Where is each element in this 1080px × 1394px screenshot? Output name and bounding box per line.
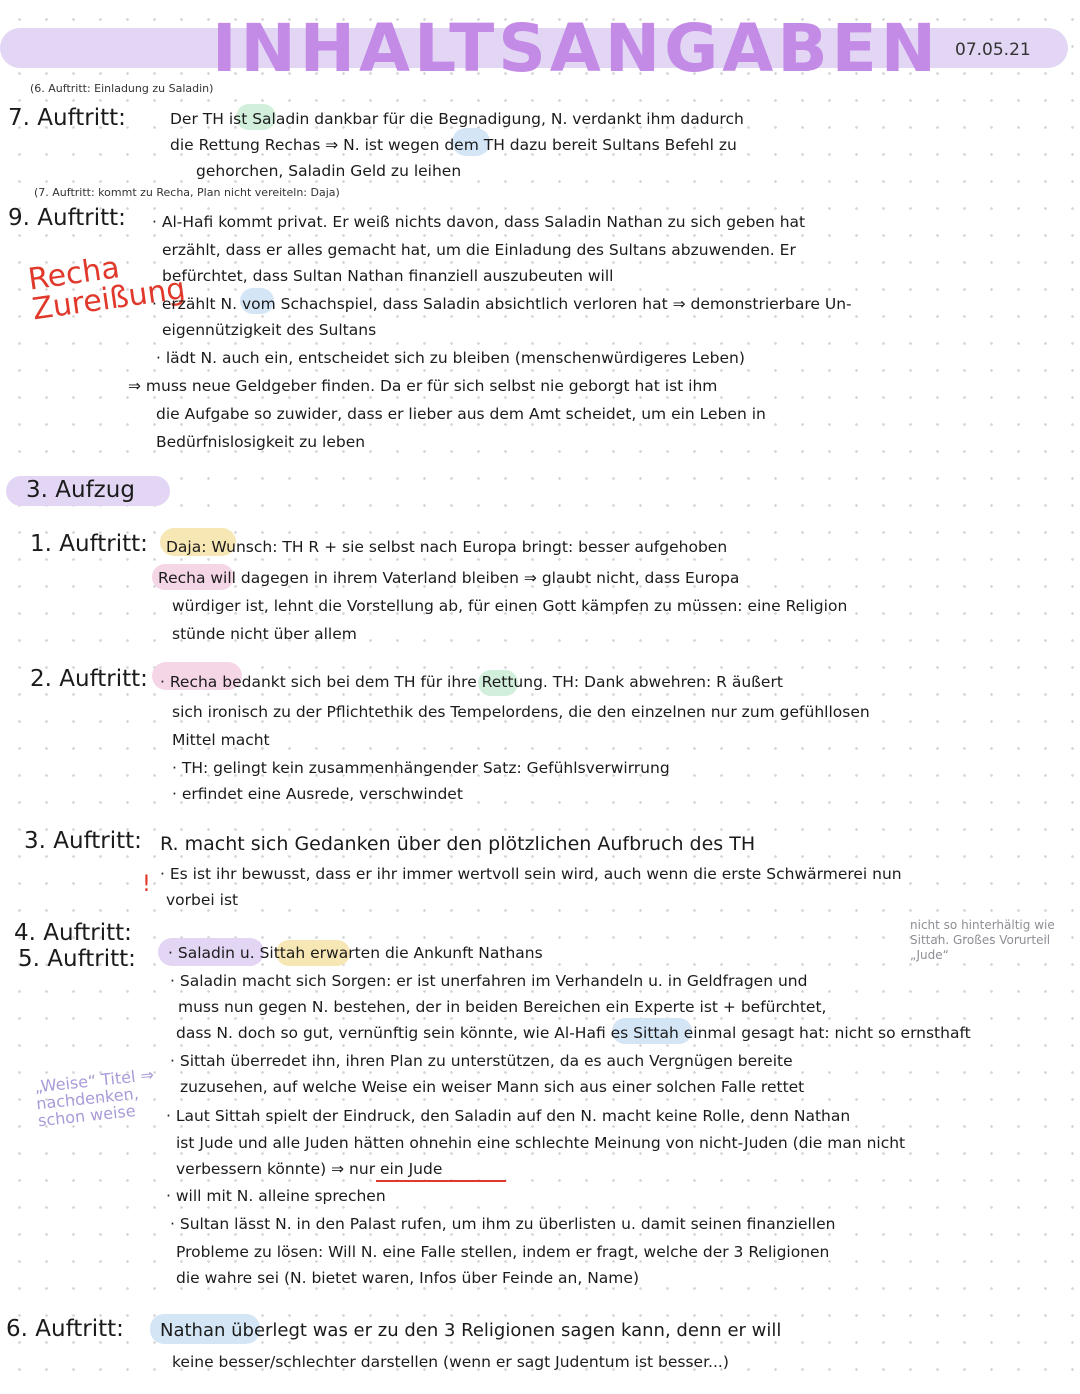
auftritt-2-line: · TH: gelingt kein zusammenhängender Satz: Gefühlsverwirrung xyxy=(172,759,670,777)
auftritt-9-line: ⇒ muss neue Geldgeber finden. Da er für sich selbst nie geborgt hat ist ihm xyxy=(128,377,718,395)
auftritt-9-line: · lädt N. auch ein, entscheidet sich zu bleiben (menschenwürdigeres Leben) xyxy=(156,349,745,367)
auftritt-7-line: die Rettung Rechas ⇒ N. ist wegen dem TH dazu bereit Sultans Befehl zu xyxy=(170,136,737,154)
note-auftritt-6: (6. Auftritt: Einladung zu Saladin) xyxy=(30,82,214,95)
auftritt-2-line: · erfindet eine Ausrede, verschwindet xyxy=(172,785,463,803)
aufzug-3-heading: 3. Aufzug xyxy=(26,477,135,503)
auftritt-45-line: ist Jude und alle Juden hätten ohnehin eine schlechte Meinung von nicht-Juden (die man nicht xyxy=(176,1134,906,1152)
auftritt-7-label: 7. Auftritt: xyxy=(8,105,126,131)
page-date: 07.05.21 xyxy=(955,40,1031,60)
auftritt-6-line: Nathan überlegt was er zu den 3 Religionen sagen kann, denn er will xyxy=(160,1320,782,1341)
auftritt-9-line: · Al-Hafi kommt privat. Er weiß nichts davon, dass Saladin Nathan zu sich geben hat xyxy=(152,213,806,231)
auftritt-6-label: 6. Auftritt: xyxy=(6,1316,124,1342)
auftritt-45-line: · Laut Sittah spielt der Eindruck, den Saladin auf den N. macht keine Rolle, denn Nathan xyxy=(166,1107,851,1125)
auftritt-9-line: die Aufgabe so zuwider, dass er lieber aus dem Amt scheidet, um ein Leben in xyxy=(156,405,766,423)
auftritt-1-label: 1. Auftritt: xyxy=(30,531,148,557)
auftritt-2-line: · Recha bedankt sich bei dem TH für ihre Rettung. TH: Dank abwehren: R äußert xyxy=(160,673,783,691)
auftritt-6-line: keine besser/schlechter darstellen (wenn er sagt Judentum ist besser...) xyxy=(172,1353,729,1371)
red-underline xyxy=(376,1180,506,1182)
auftritt-45-line: muss nun gegen N. bestehen, der in beiden Bereichen ein Experte ist + befürchtet, xyxy=(178,998,827,1016)
auftritt-1-line: Daja: Wunsch: TH R + sie selbst nach Europa bringt: besser aufgehoben xyxy=(166,538,728,556)
auftritt-4-label: 4. Auftritt: xyxy=(14,920,132,946)
auftritt-7-line: Der TH ist Saladin dankbar für die Begnadigung, N. verdankt ihm dadurch xyxy=(170,110,744,128)
side-note-recha: Recha Zureißung xyxy=(25,250,188,328)
auftritt-2-line: Mittel macht xyxy=(172,731,270,749)
auftritt-3-line: R. macht sich Gedanken über den plötzlichen Aufbruch des TH xyxy=(160,833,756,855)
auftritt-45-line: · Saladin u. Sittah erwarten die Ankunft Nathans xyxy=(168,944,543,962)
auftritt-2-line: sich ironisch zu der Pflichtethik des Tempelordens, die den einzelnen nur zum gefühllosen xyxy=(172,703,870,721)
auftritt-45-line: · will mit N. alleine sprechen xyxy=(166,1187,386,1205)
auftritt-45-line: zuzusehen, auf welche Weise ein weiser Mann sich aus einer solchen Falle rettet xyxy=(180,1078,805,1096)
auftritt-9-line: befürchtet, dass Sultan Nathan finanziell auszubeuten will xyxy=(162,267,614,285)
auftritt-45-line: die wahre sei (N. bietet waren, Infos über Feinde an, Name) xyxy=(176,1269,639,1287)
side-note-saladin: nicht so hinterhältig wie Sittah. Großes Vorurteil „Jude“ xyxy=(910,918,1055,962)
auftritt-45-line: · Sittah überredet ihn, ihren Plan zu unterstützen, da es auch Vergnügen bereite xyxy=(170,1052,793,1070)
exclamation-mark: ! xyxy=(142,872,151,897)
auftritt-45-line: · Saladin macht sich Sorgen: er ist unerfahren im Verhandeln u. in Geldfragen und xyxy=(170,972,808,990)
auftritt-3-line: vorbei ist xyxy=(166,891,239,909)
auftritt-1-line: würdiger ist, lehnt die Vorstellung ab, für einen Gott kämpfen zu müssen: eine Religion xyxy=(172,597,848,615)
auftritt-9-label: 9. Auftritt: xyxy=(8,205,126,231)
auftritt-2-label: 2. Auftritt: xyxy=(30,666,148,692)
note-auftritt-7: (7. Auftritt: kommt zu Recha, Plan nicht vereiteln: Daja) xyxy=(34,186,340,199)
auftritt-45-line: Probleme zu lösen: Will N. eine Falle stellen, indem er fragt, welche der 3 Religionen xyxy=(176,1243,830,1261)
auftritt-3-line: · Es ist ihr bewusst, dass er ihr immer wertvoll sein wird, auch wenn die erste Schwärmerei nun xyxy=(160,865,902,883)
auftritt-45-line: verbessern könnte) ⇒ nur ein Jude xyxy=(176,1160,443,1178)
auftritt-9-line: · erzählt N. vom Schachspiel, dass Saladin absichtlich verloren hat ⇒ demonstrierbare Un- xyxy=(152,295,852,313)
auftritt-9-line: Bedürfnislosigkeit zu leben xyxy=(156,433,366,451)
auftritt-9-line: eigennützigkeit des Sultans xyxy=(162,321,377,339)
auftritt-1-line: stünde nicht über allem xyxy=(172,625,357,643)
side-note-weise: „Weise“ Titel ⇒ nachdenken, schon weise xyxy=(33,1064,155,1131)
page-title: INHALTSANGABEN xyxy=(212,10,940,87)
auftritt-45-line: · Sultan lässt N. in den Palast rufen, um ihm zu überlisten u. damit seinen finanziellen xyxy=(170,1215,836,1233)
auftritt-5-label: 5. Auftritt: xyxy=(18,946,136,972)
auftritt-7-line: gehorchen, Saladin Geld zu leihen xyxy=(196,162,462,180)
auftritt-45-line: dass N. doch so gut, vernünftig sein könnte, wie Al-Hafi es Sittah einmal gesagt hat: nicht so ernsthaft xyxy=(176,1024,971,1042)
auftritt-9-line: erzählt, dass er alles gemacht hat, um die Einladung des Sultans abzuwenden. Er xyxy=(162,241,796,259)
auftritt-3-label: 3. Auftritt: xyxy=(24,828,142,854)
auftritt-1-line: Recha will dagegen in ihrem Vaterland bleiben ⇒ glaubt nicht, dass Europa xyxy=(158,569,740,587)
